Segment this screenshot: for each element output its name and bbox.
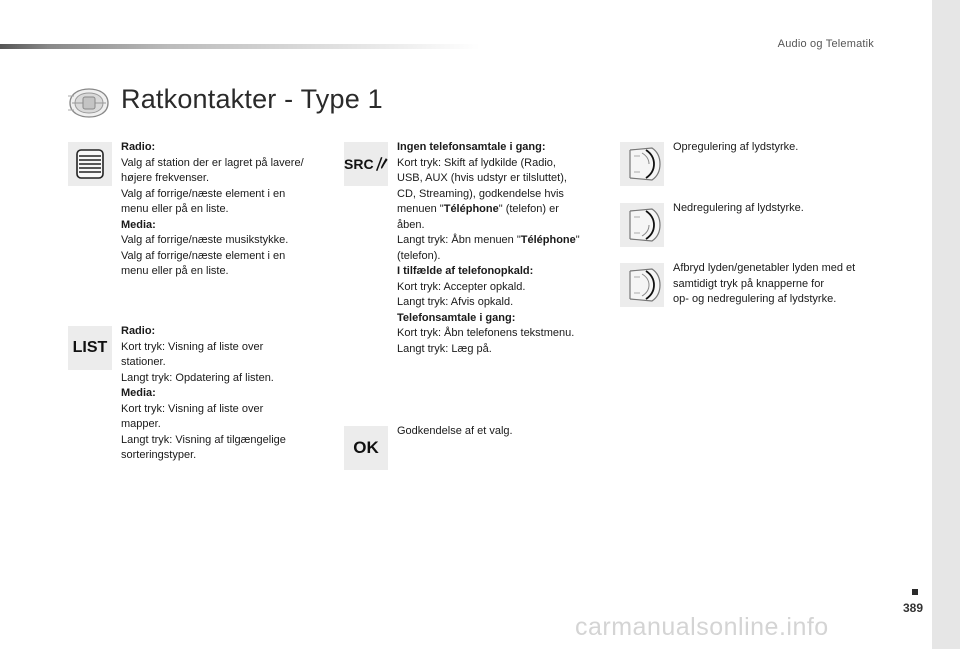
list-label: LIST xyxy=(72,339,108,356)
text-line: Kort tryk: Visning af liste over xyxy=(121,340,264,353)
section-name: Audio og Telematik xyxy=(777,38,874,50)
text-fragment: " (telefon) er xyxy=(498,203,559,215)
ok-button-icon xyxy=(344,426,388,470)
list-button-icon xyxy=(68,326,112,370)
text-fragment: Langt tryk: Åbn menuen " xyxy=(397,234,521,246)
text-line xyxy=(397,233,607,249)
media-heading: Media: xyxy=(121,218,156,231)
mute-button-icon xyxy=(620,263,664,307)
text-line xyxy=(397,202,607,218)
text-line: Langt tryk: Opdatering af listen. xyxy=(121,371,274,384)
radio-heading: Radio: xyxy=(121,141,156,153)
text-line: menu eller på en liste. xyxy=(121,265,229,277)
text-line: Langt tryk: Afvis opkald. xyxy=(397,296,514,308)
text-line: Opregulering af lydstyrke. xyxy=(673,141,799,153)
text-line: USB, AUX (hvis udstyr er tilsluttet), xyxy=(397,172,567,184)
page-number: 389 xyxy=(902,601,923,615)
text-line: Afbryd lyden/genetabler lyden med et xyxy=(673,262,856,274)
watermark: carmanualsonline.info xyxy=(575,613,829,641)
page-edge-tab xyxy=(932,0,960,649)
text-line: Langt tryk: Læg på. xyxy=(397,342,492,355)
text-line: Langt tryk: Visning af tilgængelige xyxy=(121,433,286,446)
mute-description xyxy=(673,261,893,308)
text-line: Valg af station der er lagret på lavere/ xyxy=(121,156,304,169)
text-line: (telefon). xyxy=(397,249,441,262)
thumbwheel-icon xyxy=(68,142,112,186)
volume-up-button-icon xyxy=(620,142,664,186)
text-line: Godkendelse af et valg. xyxy=(397,425,513,437)
phone-slash-icon xyxy=(375,155,388,173)
radio-heading: Radio: xyxy=(121,325,156,337)
text-line: Valg af forrige/næste element i en xyxy=(121,249,286,262)
volume-up-description xyxy=(673,140,893,156)
thumbwheel-description xyxy=(121,140,331,280)
incoming-call-heading: I tilfælde af telefonopkald: xyxy=(397,265,534,277)
text-fragment: menuen " xyxy=(397,203,444,215)
text-line: åben. xyxy=(397,218,425,231)
src-phone-button-icon xyxy=(344,142,388,186)
text-line: højere frekvenser. xyxy=(121,172,210,184)
steering-controls-icon xyxy=(66,86,112,120)
text-line: Valg af forrige/næste musikstykke. xyxy=(121,234,289,246)
menu-name: Téléphone xyxy=(520,234,576,246)
volume-down-description xyxy=(673,201,893,217)
text-line: Nedregulering af lydstyrke. xyxy=(673,202,804,214)
text-line: op- og nedregulering af lydstyrke. xyxy=(673,293,837,305)
text-line: samtidigt tryk på knapperne for xyxy=(673,277,825,290)
text-line: Kort tryk: Accepter opkald. xyxy=(397,280,526,293)
media-heading: Media: xyxy=(121,387,156,399)
text-line: Kort tryk: Skift af lydkilde (Radio, xyxy=(397,156,556,169)
text-line: CD, Streaming), godkendelse hvis xyxy=(397,187,564,200)
menu-name: Téléphone xyxy=(443,203,499,215)
text-line: Kort tryk: Visning af liste over xyxy=(121,402,264,415)
in-call-heading: Telefonsamtale i gang: xyxy=(397,311,516,324)
src-button-description xyxy=(397,140,607,357)
list-button-description xyxy=(121,324,331,464)
text-line: Valg af forrige/næste element i en xyxy=(121,187,286,200)
volume-down-button-icon xyxy=(620,203,664,247)
text-line: mapper. xyxy=(121,418,161,430)
ok-label: OK xyxy=(353,438,379,457)
src-label: SRC xyxy=(344,156,374,172)
text-line: menu eller på en liste. xyxy=(121,203,229,215)
text-line: sorteringstyper. xyxy=(121,449,197,461)
no-call-heading: Ingen telefonsamtale i gang: xyxy=(397,141,546,153)
text-line: stationer. xyxy=(121,356,166,368)
page-marker xyxy=(912,589,918,595)
text-fragment: " xyxy=(575,234,580,246)
text-line: Kort tryk: Åbn telefonens tekstmenu. xyxy=(397,327,575,339)
page-title: Ratkontakter - Type 1 xyxy=(121,84,383,114)
ok-button-description xyxy=(397,424,607,440)
header-gradient-bar xyxy=(0,44,480,49)
